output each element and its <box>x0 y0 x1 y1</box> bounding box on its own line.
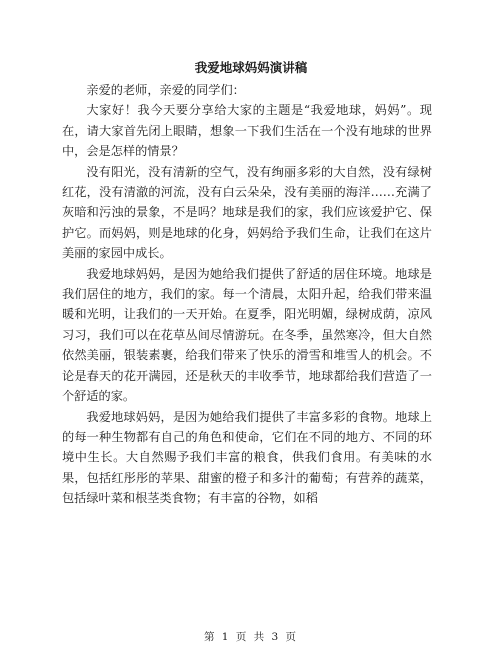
body-paragraph: 我爱地球妈妈，是因为她给我们提供了丰富多彩的食物。地球上的每一种生物都有自己的角色和使命，它们在不同的地方、不同的环境中生长。大自然赐予我们丰富的粮食，供我们食用。有美味的水果，包括红彤彤的苹果、甜蜜的橙子和多汁的葡萄；有营养的蔬菜，包括绿叶菜和根茎类食物；有丰富的谷物，如稻 <box>62 409 432 506</box>
body-paragraph: 我爱地球妈妈，是因为她给我们提供了舒适的居住环境。地球是我们居住的地方，我们的家。每一个清晨，太阳升起，给我们带来温暖和光明，让我们的一天开始。在夏季，阳光明媚，绿树成荫，凉风习习，我们可以在花草丛间尽情游玩。在冬季，虽然寒冷，但大自然依然美丽，银装素裹，给我们带来了快乐的滑雪和堆雪人的机会。不论是春天的花开满园，还是秋天的丰收季节，地球都给我们营造了一个舒适的家。 <box>62 266 432 404</box>
salutation-paragraph: 亲爱的老师，亲爱的同学们： <box>86 83 245 97</box>
page-number-footer: 第 1 页 共 3 页 <box>203 631 299 643</box>
document-title: 我爱地球妈妈演讲稿 <box>194 60 308 75</box>
document-body <box>62 80 432 509</box>
body-paragraph: 没有阳光，没有清新的空气，没有绚丽多彩的大自然，没有绿树红花，没有清澈的河流，没有白云朵朵，没有美丽的海洋……充满了灰暗和污浊的景象，不是吗？地球是我们的家，我们应该爱护它、保护它。而妈妈，则是地球的化身，妈妈给予我们生命，让我们在这片美丽的家园中成长。 <box>62 164 432 261</box>
body-paragraph: 大家好！我今天要分享给大家的主题是“我爱地球，妈妈”。现在，请大家首先闭上眼睛，想象一下我们生活在一个没有地球的世界中，会是怎样的情景？ <box>62 103 432 159</box>
